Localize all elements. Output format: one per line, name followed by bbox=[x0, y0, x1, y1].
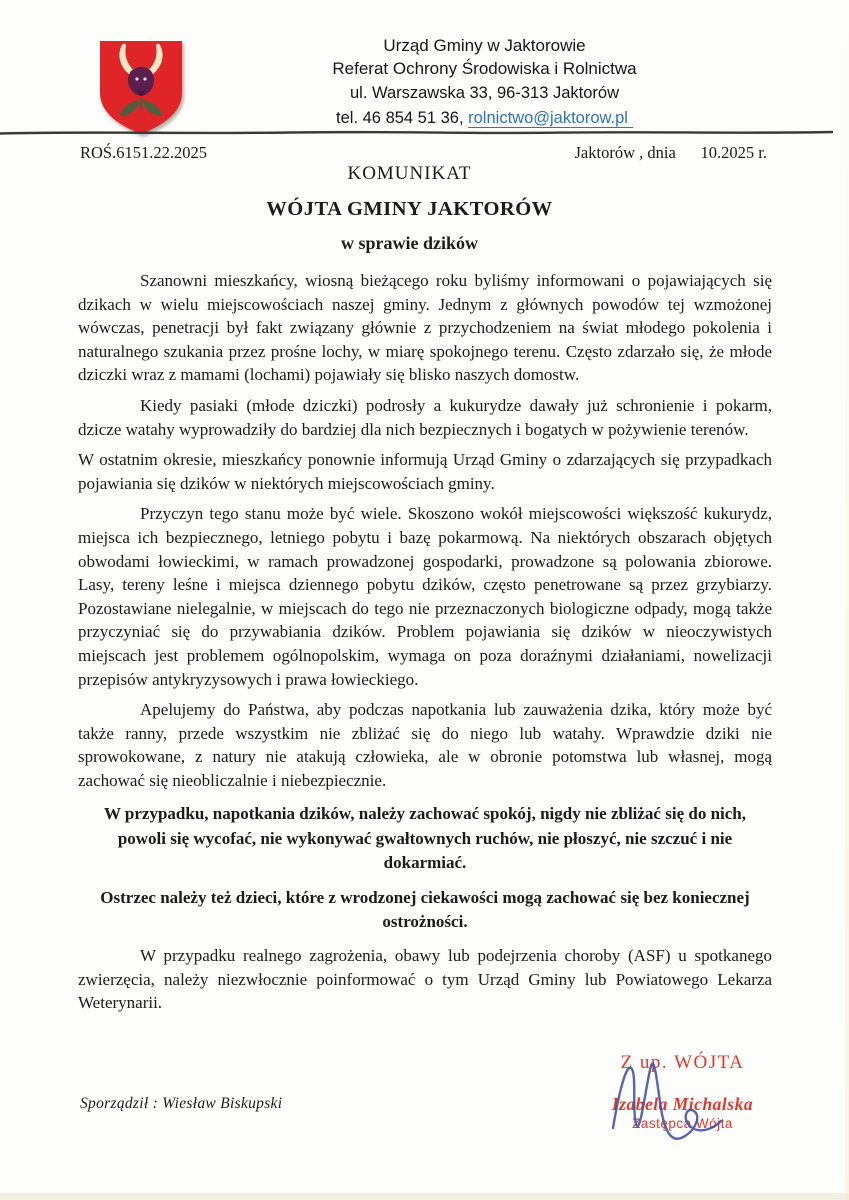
org-department: Referat Ochrony Środowiska i Rolnictwa bbox=[332, 59, 637, 78]
letterhead bbox=[180, 34, 789, 130]
prepared-by: Sporządził : Wiesław Biskupski bbox=[80, 1095, 283, 1112]
document-body bbox=[78, 269, 772, 1022]
document-subject: w sprawie dzików bbox=[340, 233, 478, 253]
handwritten-signature bbox=[595, 1056, 745, 1156]
coat-of-arms-icon bbox=[95, 38, 187, 138]
paragraph: Przyczyn tego stanu może być wiele. Skoszono wokół miejscowości większość kukurydz, miejsca ich bezpiecznego, letniego pobytu i bazę pokarmową. Na niektórych obszarach objętych obwodami łowieckimi, w ramach prowadzonej gospodarki, prowadzone są polowania zbiorowe. Lasy, tereny leśne i miejsca dziennego pobytu dzików, często penetrowane są przez grzybiarzy. Pozostawiane nielegalnie, w miejscach do tego nie przeznaczonych biologiczne odpady, mogą także przyczyniać się do przywabiania dzików. Problem pojawiania się dzików w nieoczywistych miejscach jest problemem ogólnopolskim, wymaga on poza doraźnymi działaniami, nowelizacji przepisów antykryzysowych i prawa łowieckiego. bbox=[78, 504, 772, 689]
document-title: KOMUNIKAT bbox=[347, 163, 472, 184]
paragraph: Kiedy pasiaki (młode dziczki) podrosły a kukurydze dawały już schronienie i pokarm, dzicze watahy wyprowadziły do bardziej dla nich bezpiecznych i bogatych w pożywienie terenów. bbox=[78, 395, 772, 439]
stamp-authorization: Z up. WÓJTA bbox=[620, 1052, 745, 1073]
scan-edge-right bbox=[845, 0, 849, 1200]
paragraph: W przypadku realnego zagrożenia, obawy lub podejrzenia choroby (ASF) u spotkanego zwierzęcia, należy niezwłocznie poinformować o tym Urząd Gminy lub Powiatowego Lekarza Weterynarii. bbox=[78, 945, 772, 1013]
paragraph: Apelujemy do Państwa, aby podczas napotkania lub zauważenia dzika, który może być także ranny, przede wszystkim nie zbliżać się do niego lub watahy. Wprawdzie dziki nie sprowokowane, z natury nie atakują człowieka, ale w obronie potomstwa lub własnej, mogą zachować się nieobliczalnie i niebezpiecznie. bbox=[78, 700, 772, 790]
stamp-signer-title: Zastępca Wójta bbox=[632, 1116, 733, 1131]
reference-number: ROŚ.6151.22.2025 bbox=[80, 143, 207, 162]
paragraph-warning: W przypadku, napotkania dzików, należy zachować spokój, nigdy nie zbliżać się do nich, powoli się wycofać, nie wykonywać gwałtownych ruchów, nie płoszyć, nie szczuć i nie dokarmiać. bbox=[103, 804, 746, 873]
org-name: Urząd Gminy w Jaktorowie bbox=[383, 36, 586, 55]
place-date: Jaktorów , dnia 10.2025 r. bbox=[574, 143, 767, 162]
email-link[interactable]: rolnictwo@jaktorow.pl bbox=[468, 109, 633, 128]
stamp-signer-name: Izabela Michalska bbox=[611, 1094, 754, 1114]
scan-edge-bottom bbox=[0, 1193, 849, 1200]
document-subtitle-author: WÓJTA GMINY JAKTORÓW bbox=[266, 198, 553, 220]
org-phone: tel. 46 854 51 36, bbox=[336, 109, 469, 127]
header-divider bbox=[0, 125, 833, 135]
org-address: ul. Warszawska 33, 96-313 Jaktorów bbox=[349, 84, 619, 102]
paragraph-warning: Ostrzec należy też dzieci, które z wrodzonej ciekawości mogą zachować się bez koniecznej ostrożności. bbox=[100, 887, 750, 932]
paragraph: W ostatnim okresie, mieszkańcy ponownie informują Urząd Gminy o zdarzających się przypadkach pojawiania się dzików w niektórych miejscowościach gminy. bbox=[78, 450, 772, 493]
reference-row bbox=[80, 143, 767, 163]
paragraph: Szanowni mieszkańcy, wiosną bieżącego roku byliśmy informowani o pojawiających się dzikach w wielu miejscowościach naszej gminy. Jednym z głównych powodów tej wzmożonej wówczas, penetracji był fakt związany głównie z przychodzeniem na świat młodego pokolenia i naturalnego szukania przez prośne lochy, w miarę spokojnego terenu. Często zdarzało się, że młode dziczki wraz z mamami (lochami) pojawiały się blisko naszych domostw. bbox=[78, 271, 772, 385]
